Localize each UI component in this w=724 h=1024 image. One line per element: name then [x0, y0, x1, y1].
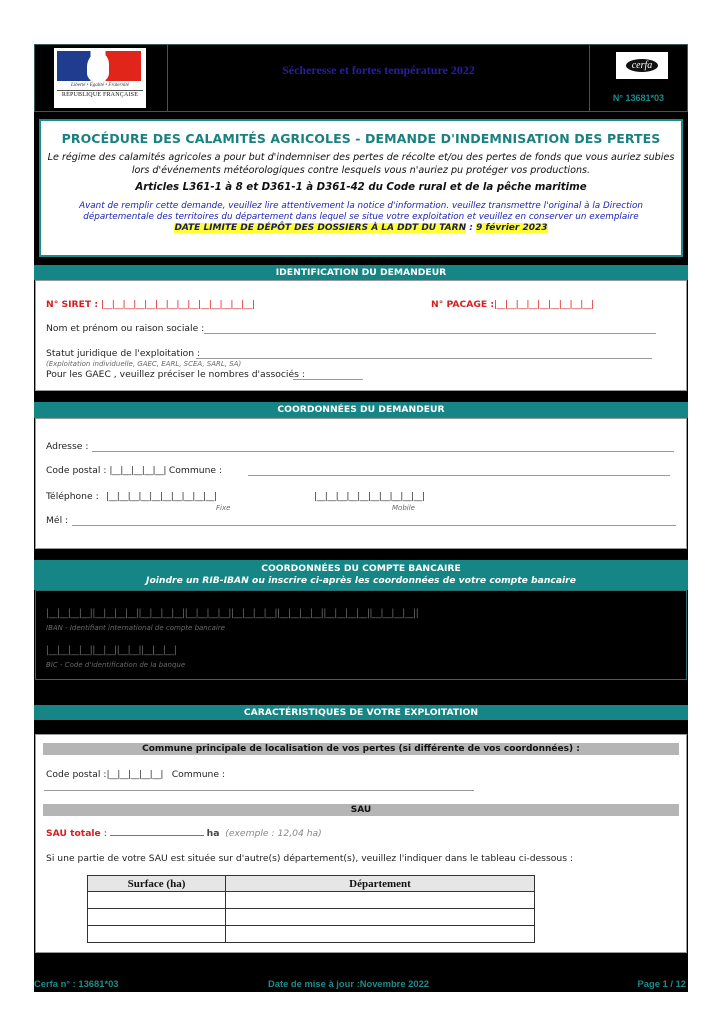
bank-title: COORDONNÉES DU COMPTE BANCAIRE [261, 563, 461, 574]
bank-subtitle: Joindre un RIB-IBAN ou inscrire ci-après les coordonnées de votre compte bancaire [146, 575, 576, 586]
phone-fixed-hint: Fixe [216, 504, 231, 512]
department-cell[interactable] [226, 892, 535, 909]
exploitation-postal-label: Code postal : [46, 769, 107, 780]
deadline-label: DATE LIMITE DE DÉPÔT DES DOSSIERS À LA DDT DU TARN [174, 223, 467, 233]
commune-bar: Commune principale de localisation de vos pertes (si différente de vos coordonnées) : [43, 743, 679, 755]
section-identification [35, 280, 687, 391]
commune-input[interactable] [248, 475, 670, 476]
cerfa-logo-text: cerfa [626, 59, 659, 72]
table-row [88, 909, 535, 926]
pacage-label: N° PACAGE : [431, 299, 495, 310]
siret-field[interactable] [46, 299, 255, 310]
phone-mobile-hint: Mobile [392, 504, 415, 512]
col-department: Département [226, 876, 535, 892]
header-logo-cell [35, 45, 168, 111]
table-row [88, 926, 535, 943]
address-input[interactable] [92, 451, 674, 452]
sau-total-input[interactable] [110, 828, 204, 836]
phone-label: Téléphone : [46, 491, 99, 502]
footer-page: Page 1 / 12 [637, 978, 686, 989]
sau-colon: : [100, 828, 107, 839]
status-label: Statut juridique de l'exploitation : [46, 348, 201, 359]
exploitation-postal-field[interactable] [46, 769, 225, 780]
exploitation-commune-label: Commune : [171, 769, 226, 780]
bic-input[interactable]: |__|__|__|__||__|__||__|__||__|__|__| [46, 645, 177, 656]
postal-code-boxes[interactable]: |__|__|__|__|__| [109, 465, 166, 476]
deadline-date: 9 février 2023 [476, 223, 548, 233]
sau-total-field[interactable] [46, 828, 322, 839]
instructions: Avant de remplir cette demande, veuillez lire attentivement la notice d'information. veuillez transmettre l'original à la Direction départementale des territoires du département dans lequel se situe votre exploitation et veuillez en conserver un exemplaire [79, 201, 643, 222]
footer-cerfa: Cerfa n° : 13681*03 [34, 978, 119, 989]
email-input[interactable] [72, 525, 676, 526]
other-department-text: Si une partie de votre SAU est située sur d'autre(s) département(s), veuillez l'indiquer dans le tableau ci-dessous : [46, 853, 574, 864]
section-header-identification: IDENTIFICATION DU DEMANDEUR [34, 265, 688, 280]
section-exploitation [35, 734, 687, 953]
postal-code-label: Code postal : [46, 465, 107, 476]
form-header [34, 44, 688, 112]
gaec-label: Pour les GAEC , veuillez préciser le nombres d'associés : [46, 369, 305, 380]
phone-fixed-input[interactable]: |__|__|__|__|__|__|__|__|__|__| [106, 491, 217, 502]
section-header-exploitation: CARACTÉRISTIQUES DE VOTRE EXPLOITATION [34, 705, 688, 720]
table-row [88, 892, 535, 909]
commune-label: Commune : [168, 465, 223, 476]
sau-unit: ha [206, 828, 220, 839]
department-cell[interactable] [226, 909, 535, 926]
deadline [41, 223, 681, 233]
postal-code-field[interactable] [46, 465, 222, 476]
status-hint: (Exploitation individuelle, GAEC, EARL, SCEA, SARL, SA) [46, 360, 242, 368]
sau-bar: SAU [43, 804, 679, 816]
footer-updated: Date de mise à jour :Novembre 2022 [268, 978, 430, 989]
siret-boxes[interactable]: |__|__|__|__|__|__|__|__|__|__|__|__|__|__| [100, 299, 255, 310]
section-header-bank [34, 560, 688, 590]
cerfa-number: N° 13681*03 [612, 93, 665, 103]
status-input[interactable] [196, 358, 652, 359]
pacage-field[interactable] [431, 299, 594, 310]
surface-cell[interactable] [88, 909, 226, 926]
intro-box [39, 119, 683, 257]
phone-mobile-input[interactable]: |__|__|__|__|__|__|__|__|__|__| [314, 491, 425, 502]
department-table [87, 875, 535, 943]
surface-cell[interactable] [88, 892, 226, 909]
exploitation-commune-input[interactable] [44, 790, 474, 791]
department-cell[interactable] [226, 926, 535, 943]
form-title: PROCÉDURE DES CALAMITÉS AGRICOLES - DEMANDE D'INDEMNISATION DES PERTES [61, 131, 661, 146]
name-input[interactable] [204, 333, 656, 334]
republique-francaise-logo [54, 48, 146, 108]
marianne-flag-icon [57, 51, 141, 81]
email-label: Mél : [46, 515, 69, 526]
iban-input[interactable]: |__|__|__|__||__|__|__|__||__|__|__|__||__|__|__|__||__|__|__|__||__|__|__|__||__|__|__|__||__|__|__|__|| [46, 608, 419, 619]
legal-reference: Articles L361-1 à 8 et D361-1 à D361-42 du Code rural et de la pêche maritime [135, 182, 587, 193]
header-title: Sécheresse et fortes température 2022 [282, 63, 475, 77]
iban-label: IBAN - Identifiant international de compte bancaire [46, 624, 226, 632]
logo-name: RÉPUBLIQUE FRANÇAISE [57, 90, 143, 98]
pacage-boxes[interactable]: |__|__|__|__|__|__|__|__|__| [494, 299, 594, 310]
form-page [34, 44, 688, 992]
logo-motto: Liberté • Égalité • Fraternité [71, 83, 129, 88]
sau-total-label: SAU totale [46, 828, 101, 839]
surface-cell[interactable] [88, 926, 226, 943]
header-cerfa-cell [589, 45, 687, 111]
section-contact [35, 418, 687, 549]
name-label: Nom et prénom ou raison sociale : [46, 323, 205, 334]
deadline-separator: : [466, 223, 476, 233]
siret-label: N° SIRET : [46, 299, 99, 310]
section-header-contact: COORDONNÉES DU DEMANDEUR [34, 402, 688, 418]
sau-example: (exemple : 12,04 ha) [225, 828, 322, 839]
exploitation-postal-boxes[interactable]: |__|__|__|__|__| [106, 769, 163, 780]
bic-label: BIC - Code d'identification de la banque [46, 661, 186, 669]
cerfa-logo [616, 52, 668, 79]
address-label: Adresse : [46, 441, 89, 452]
col-surface: Surface (ha) [88, 876, 226, 892]
section-bank [35, 590, 687, 680]
gaec-associates-input[interactable] [293, 379, 363, 380]
form-description: Le régime des calamités agricoles a pour but d'indemniser des pertes de récolte et/ou des pertes de fonds que vous auriez subies lors d'événements météorologiques contre lesquels vous n'auriez pu protéger vos productions. [47, 152, 675, 176]
